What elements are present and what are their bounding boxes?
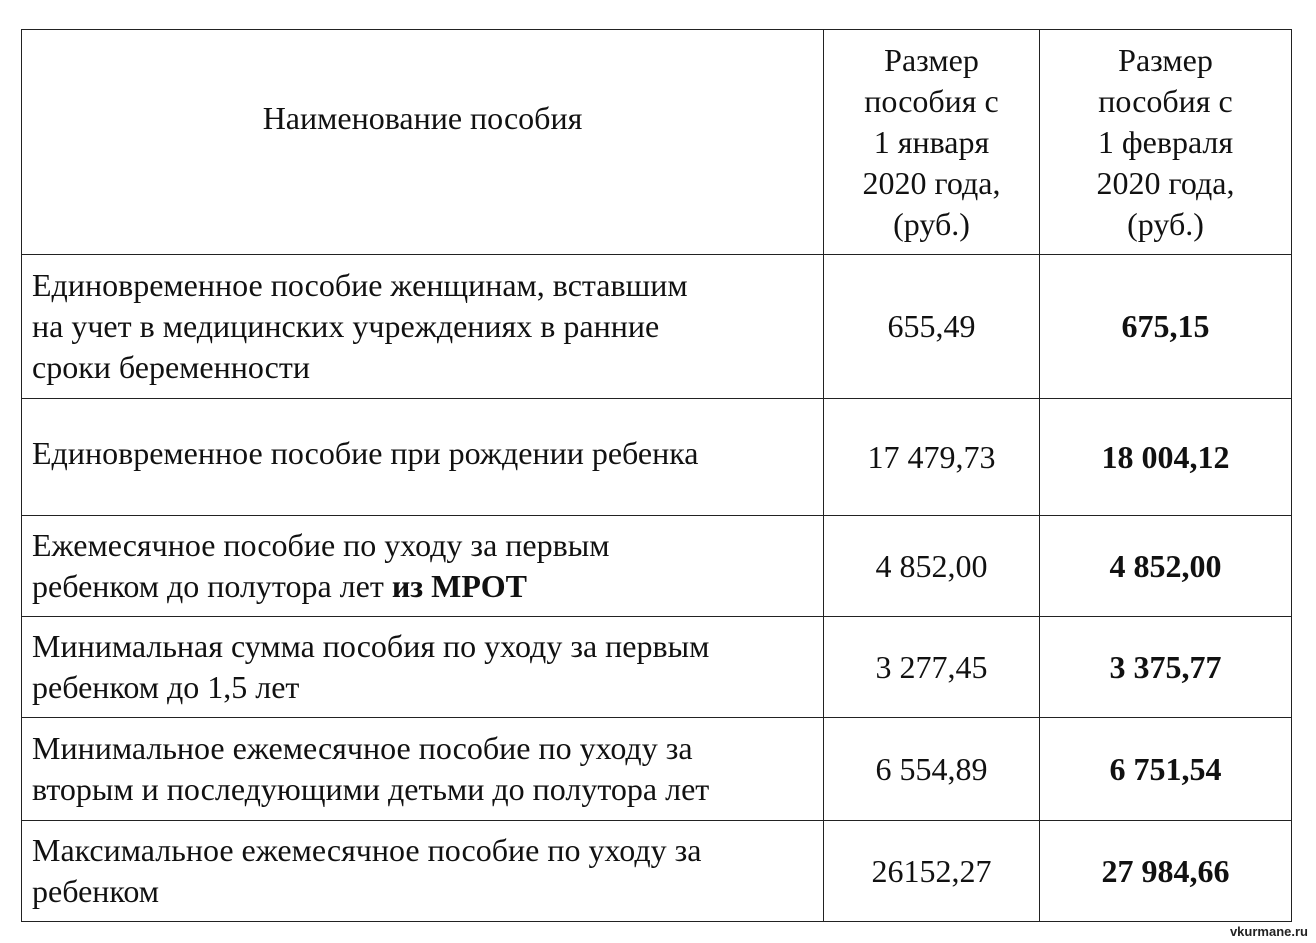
benefit-name-cell: Минимальное ежемесячное пособие по уходу за вторым и последующими детьми до полутора лет — [22, 718, 824, 821]
feb-amount-cell: 4 852,00 — [1040, 516, 1292, 617]
table-row — [22, 399, 1292, 516]
feb-amount-cell: 27 984,66 — [1040, 821, 1292, 922]
header-jan-amount: Размер пособия с 1 января 2020 года, (руб.) — [824, 30, 1040, 255]
benefit-name-cell: Максимальное ежемесячное пособие по уходу за ребенком — [22, 821, 824, 922]
header-benefit-name-text: Наименование пособия — [262, 99, 583, 136]
feb-amount-cell: 18 004,12 — [1040, 399, 1292, 516]
table-row — [22, 255, 1292, 399]
jan-amount-cell: 6 554,89 — [824, 718, 1040, 821]
jan-amount-cell: 4 852,00 — [824, 516, 1040, 617]
jan-amount-cell: 17 479,73 — [824, 399, 1040, 516]
feb-amount-cell: 6 751,54 — [1040, 718, 1292, 821]
benefits-table — [21, 29, 1292, 922]
benefit-name-cell: Единовременное пособие женщинам, вставшим на учет в медицинских учреждениях в ранние сроки беременности — [22, 255, 824, 399]
benefit-name-cell: Минимальная сумма пособия по уходу за первым ребенком до 1,5 лет — [22, 617, 824, 718]
table-row — [22, 617, 1292, 718]
benefit-name-cell: Единовременное пособие при рождении ребенка — [22, 399, 824, 516]
jan-amount-cell: 26152,27 — [824, 821, 1040, 922]
mrot-note: из МРОТ — [391, 568, 527, 604]
site-watermark: vkurmane.ru — [1229, 924, 1308, 939]
header-feb-amount: Размер пособия с 1 февраля 2020 года, (руб.) — [1040, 30, 1292, 255]
benefit-name-cell: Ежемесячное пособие по уходу за первым ребенком до полутора лет из МРОТ — [22, 516, 824, 617]
header-row — [22, 30, 1292, 255]
feb-amount-cell: 675,15 — [1040, 255, 1292, 399]
jan-amount-cell: 655,49 — [824, 255, 1040, 399]
table-row — [22, 516, 1292, 617]
table-row — [22, 718, 1292, 821]
header-benefit-name — [22, 30, 824, 255]
jan-amount-cell: 3 277,45 — [824, 617, 1040, 718]
table-row — [22, 821, 1292, 922]
feb-amount-cell: 3 375,77 — [1040, 617, 1292, 718]
